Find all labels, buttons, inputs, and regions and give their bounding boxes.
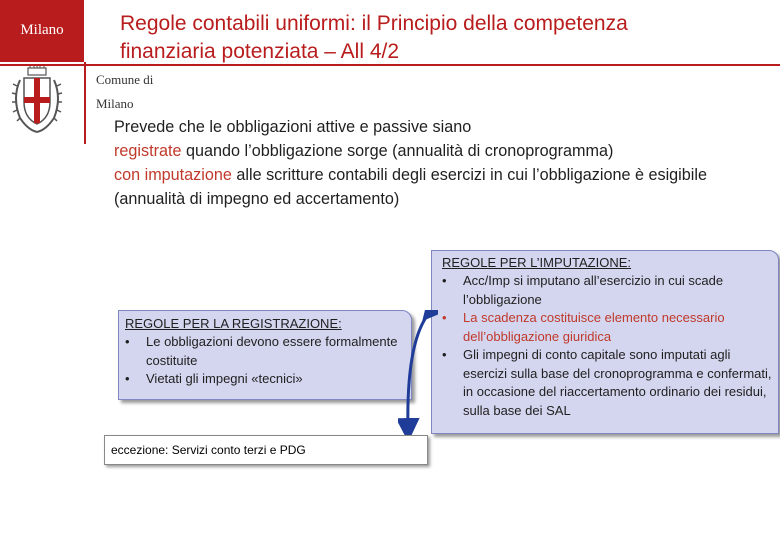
brand-tab [0, 0, 84, 62]
list-item-text: Gli impegni di conto capitale sono imputati agli esercizi sulla base del cronoprogramma e confermati, in occasione del riaccertamento ordinario dei residui, sulla base dei SAL [463, 347, 772, 418]
highlight-imputazione: con imputazione [114, 166, 232, 184]
registrazione-rules-box [118, 310, 412, 400]
bullet-icon: • [442, 273, 447, 288]
bullet-icon: • [442, 310, 447, 325]
sidebar [0, 0, 84, 540]
highlight-registrate: registrate [114, 142, 182, 160]
description-line-2 [114, 139, 744, 163]
brand-city-name: Milano [20, 22, 64, 38]
title-line-1: Regole contabili uniformi: il Principio della competenza [120, 12, 628, 35]
title-line-2: finanziaria potenziata – All 4/2 [120, 40, 400, 63]
list-item-text: Acc/Imp si imputano all’esercizio in cui scade l’obbligazione [463, 273, 724, 307]
eccezione-box [104, 435, 428, 465]
principle-description [114, 115, 744, 211]
connector-arrow-icon [398, 310, 438, 442]
registrazione-list [125, 333, 405, 389]
list-item [125, 370, 405, 389]
header-rule [0, 64, 780, 66]
list-item-text: Vietati gli impegni «tecnici» [146, 371, 303, 386]
description-line-1: Prevede che le obbligazioni attive e passive siano [114, 118, 472, 136]
description-line-3 [114, 163, 744, 211]
list-item [442, 346, 772, 420]
imputazione-list [442, 272, 772, 420]
comune-line-2: Milano [96, 96, 134, 111]
comune-label [96, 68, 216, 116]
list-item [442, 309, 772, 346]
list-item-text: Le obbligazioni devono essere formalmente costituite [146, 334, 398, 368]
description-line-3-rest: alle scritture contabili degli esercizi in cui l’obbligazione è esigibile (annualità di impegno ed accertamento) [114, 166, 707, 208]
comune-line-1: Comune di [96, 72, 154, 87]
list-item [125, 333, 405, 370]
registrazione-heading: REGOLE PER LA REGISTRAZIONE: [125, 316, 342, 331]
list-item-text: La scadenza costituisce elemento necessario dell’obbligazione giuridica [463, 310, 725, 344]
eccezione-text: eccezione: Servizi conto terzi e PDG [111, 443, 306, 457]
imputazione-rules-box [431, 250, 779, 434]
imputazione-heading: REGOLE PER L’IMPUTAZIONE: [442, 255, 632, 270]
bullet-icon: • [125, 371, 130, 386]
bullet-icon: • [125, 334, 130, 349]
header-vertical-rule [84, 62, 86, 144]
description-line-2-rest: quando l’obbligazione sorge (annualità di cronoprogramma) [181, 142, 614, 160]
milano-coat-of-arms-icon [8, 66, 66, 136]
list-item [442, 272, 772, 309]
bullet-icon: • [442, 347, 447, 362]
slide-title [120, 10, 760, 66]
